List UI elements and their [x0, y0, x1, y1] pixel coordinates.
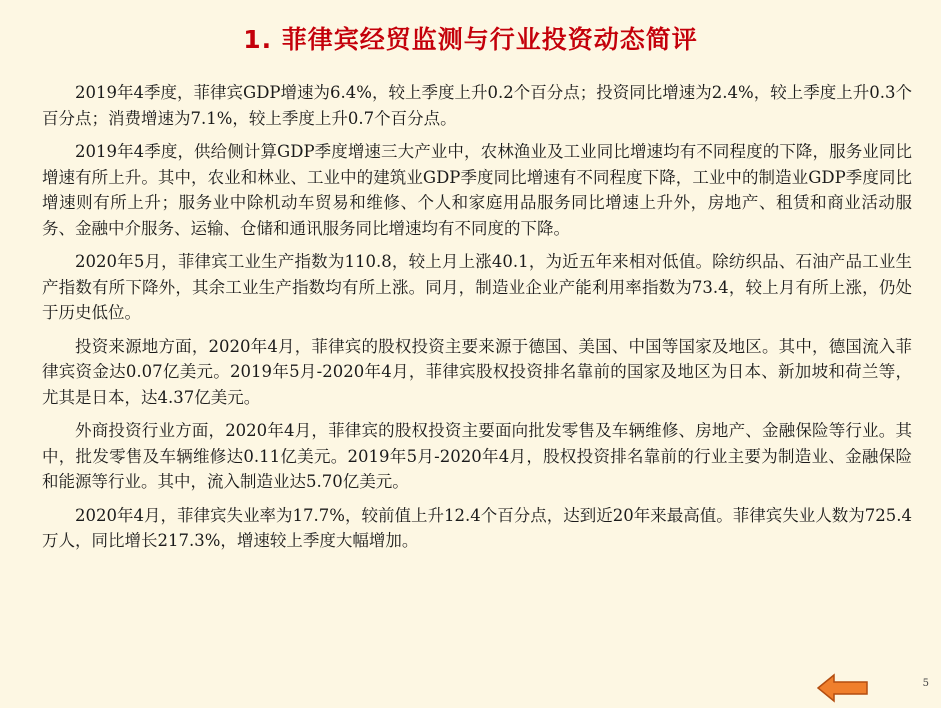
paragraph-industrial-production: 2020年5月，菲律宾工业生产指数为110.8，较上月上涨40.1，为近五年来相对低值。除纺织品、石油产品工业生产指数有所下降外，其余工业生产指数均有所上涨。同月，制造业企业产能利用率指数为73.4，较上月有所上涨，仍处于历史低位。 [42, 252, 912, 322]
paragraph-investment-source: 投资来源地方面，2020年4月，菲律宾的股权投资主要来源于德国、美国、中国等国家及地区。其中，德国流入菲律宾资金达0.07亿美元。2019年5月-2020年4月，菲律宾股权投资排名靠前的国家及地区为日本、新加坡和荷兰等，尤其是日本，达4.37亿美元。 [42, 336, 912, 407]
back-button[interactable] [817, 673, 869, 703]
paragraph-gdp: 2019年4季度，菲律宾GDP增速为6.4%，较上季度上升0.2个百分点；投资同比增速为2.4%，较上季度上升0.3个百分点；消费增速为7.1%，较上季度上升0.7个百分点。 [42, 83, 912, 128]
left-arrow-icon [817, 673, 869, 703]
paragraph-supply-side: 2019年4季度，供给侧计算GDP季度增速三大产业中，农林渔业及工业同比增速均有不同程度的下降，服务业同比增速有所上升。其中，农业和林业、工业中的建筑业GDP季度同比增速有不同程度下降，工业中的制造业GDP季度同比增速则有所上升；服务业中除机动车贸易和维修、个人和家庭用品服务同比增速上升外，房地产、租赁和商业活动服务、金融中介服务、运输、仓储和通讯服务同比增速均有不同度的下降。 [42, 142, 912, 238]
page-number: 5 [922, 678, 929, 689]
body-text [42, 80, 912, 562]
page-title: 1. 菲律宾经贸监测与行业投资动态简评 [243, 25, 698, 54]
paragraph-investment-industry: 外商投资行业方面，2020年4月，菲律宾的股权投资主要面向批发零售及车辆维修、房地产、金融保险等行业。其中，批发零售及车辆维修达0.11亿美元。2019年5月-2020年4月，股权投资排名靠前的行业主要为制造业、金融保险和能源等行业。其中，流入制造业达5.70亿美元。 [42, 421, 912, 491]
paragraph-unemployment: 2020年4月，菲律宾失业率为17.7%，较前值上升12.4个百分点，达到近20年来最高值。菲律宾失业人数为725.4万人，同比增长217.3%，增速较上季度大幅增加。 [42, 505, 912, 550]
